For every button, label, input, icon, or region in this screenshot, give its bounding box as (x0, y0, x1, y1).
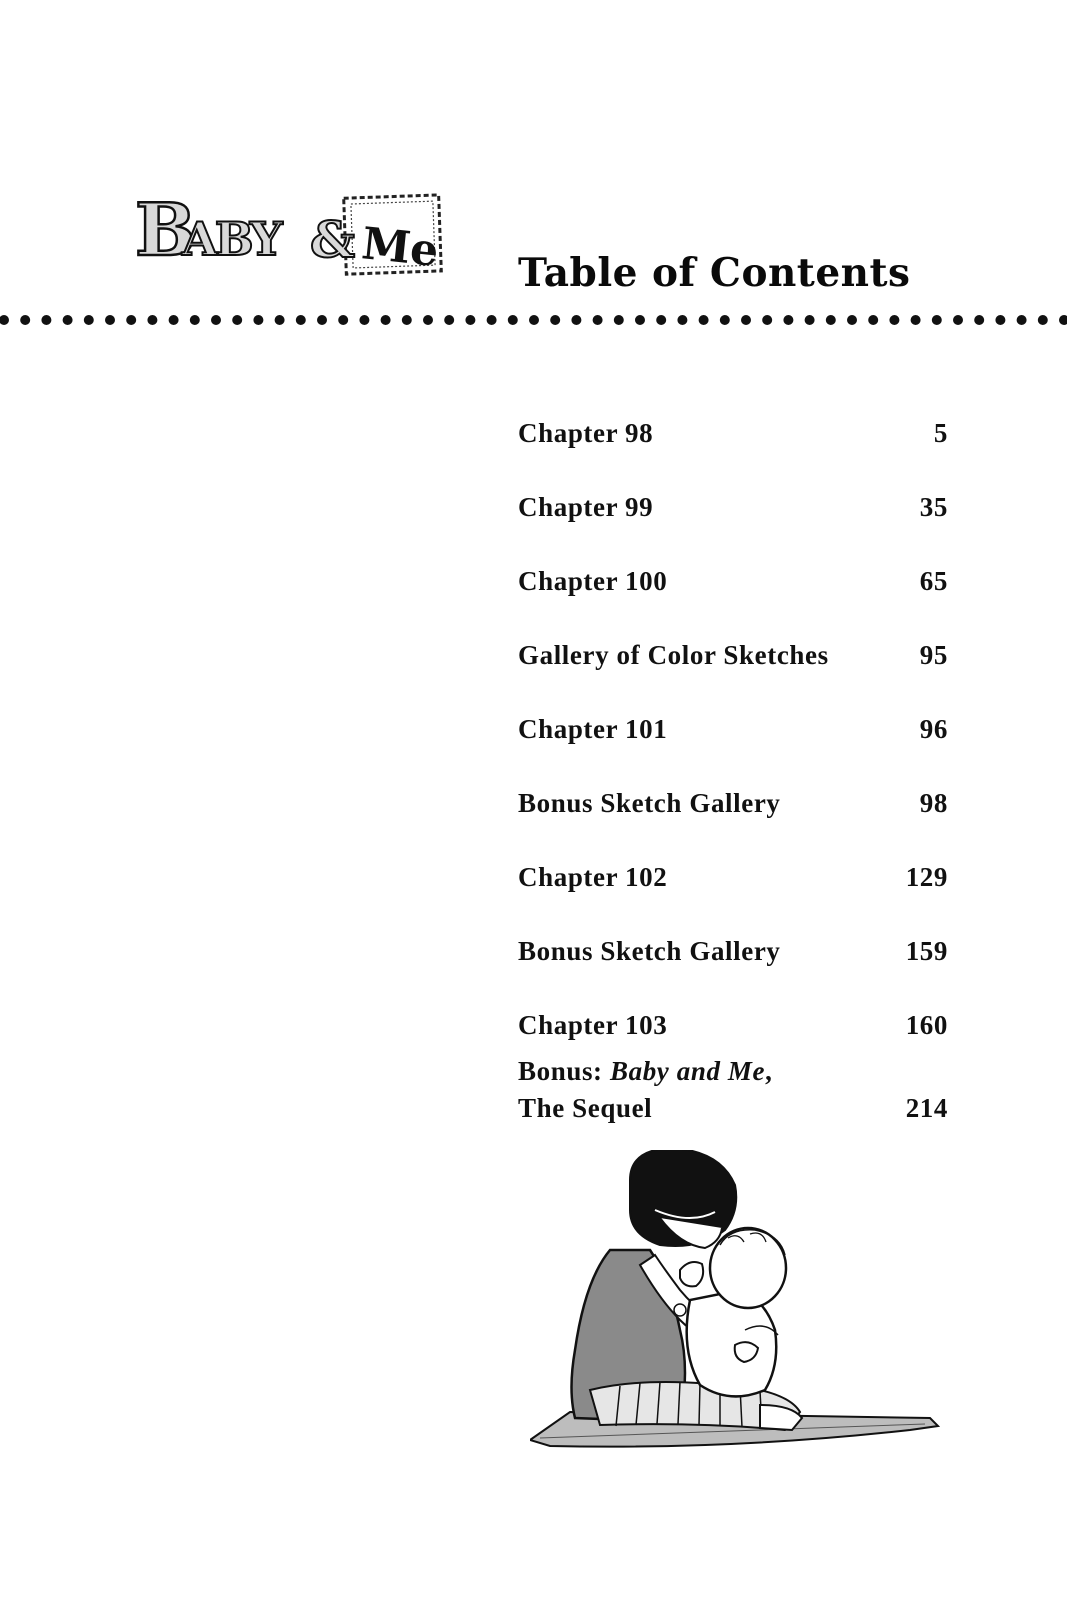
toc-entry-page: 35 (919, 492, 948, 522)
divider-dot (0, 315, 9, 325)
divider-dot (232, 315, 242, 325)
divider-dot (296, 315, 306, 325)
divider-dot (1038, 315, 1048, 325)
toc-entry-page: 95 (919, 640, 948, 670)
toc-entry-page: 65 (919, 566, 948, 596)
toc-entry-gallery-color-sketches[interactable] (518, 597, 948, 671)
divider-dot (41, 315, 51, 325)
toc-entry-bonus-sketch-gallery-2[interactable] (518, 893, 948, 967)
divider-dot (762, 315, 772, 325)
divider-dot (338, 315, 348, 325)
divider-dot (63, 315, 73, 325)
divider-dot (932, 315, 942, 325)
toc-entry-page: 214 (905, 1093, 948, 1123)
divider-dot (190, 315, 200, 325)
toc-entry-page: 129 (905, 862, 948, 892)
dotted-divider (0, 312, 1067, 328)
svg-text:&: & (310, 210, 356, 269)
divider-dot (444, 315, 454, 325)
baby-and-me-logo (130, 185, 460, 295)
divider-dot (783, 315, 793, 325)
toc-entry-chapter-100[interactable] (518, 523, 948, 597)
toc-entry-title: Chapter 99 (518, 492, 654, 522)
divider-dot (169, 315, 179, 325)
toc-entry-page: 159 (905, 936, 948, 966)
divider-dot (995, 315, 1005, 325)
toc-entry-title: Bonus Sketch Gallery (518, 936, 781, 966)
toc-entry-chapter-102[interactable] (518, 819, 948, 893)
divider-dot (571, 315, 581, 325)
divider-dot (868, 315, 878, 325)
divider-dot (275, 315, 285, 325)
divider-dot (147, 315, 157, 325)
divider-dot (911, 315, 921, 325)
divider-dot (656, 315, 666, 325)
divider-dot (381, 315, 391, 325)
toc-entry-title-line2: The Sequel (518, 1093, 653, 1123)
toc-entry-chapter-99[interactable] (518, 449, 948, 523)
bonus-suffix: , (765, 1056, 773, 1086)
boy-hugging-baby-illustration (530, 1150, 960, 1470)
toc-entry-title: Chapter 98 (518, 418, 654, 448)
divider-dot (465, 315, 475, 325)
divider-dot (550, 315, 560, 325)
toc-entry-title: Gallery of Color Sketches (518, 640, 829, 670)
divider-dot (105, 315, 115, 325)
toc-entry-title: Chapter 102 (518, 862, 668, 892)
divider-dot (889, 315, 899, 325)
divider-dot (847, 315, 857, 325)
divider-dot (359, 315, 369, 325)
divider-dot (1059, 315, 1067, 325)
toc-entry-page: 160 (905, 1010, 948, 1040)
bonus-prefix: Bonus: (518, 1056, 610, 1086)
divider-dot (508, 315, 518, 325)
divider-dot (805, 315, 815, 325)
divider-dot (84, 315, 94, 325)
toc-entry-title: Bonus Sketch Gallery (518, 788, 781, 818)
toc-entry-title-line1 (518, 1053, 772, 1090)
bonus-italic-title: Baby and Me (610, 1056, 766, 1086)
divider-dot (126, 315, 136, 325)
divider-dot (1017, 315, 1027, 325)
divider-dot (953, 315, 963, 325)
toc-entry-chapter-103[interactable] (518, 967, 948, 1041)
page-title: Table of Contents (518, 250, 911, 296)
toc-entry-title: Chapter 103 (518, 1010, 668, 1040)
toc-entry-title: Chapter 100 (518, 566, 668, 596)
toc-entry-page: 98 (919, 788, 948, 818)
divider-dot (974, 315, 984, 325)
toc-entry-chapter-98[interactable] (518, 375, 948, 449)
toc-entry-page: 5 (933, 418, 948, 448)
divider-dot (423, 315, 433, 325)
divider-dot (487, 315, 497, 325)
toc-entry-title (518, 1053, 772, 1127)
toc-entry-page: 96 (919, 714, 948, 744)
logo-letter-b: B (135, 187, 196, 272)
svg-text:ABY: ABY (182, 212, 280, 266)
toc-entry-chapter-101[interactable] (518, 671, 948, 745)
toc-entry-bonus-sequel[interactable] (518, 1053, 948, 1127)
divider-dot (741, 315, 751, 325)
divider-dot (635, 315, 645, 325)
divider-dot (614, 315, 624, 325)
toc-list (518, 375, 948, 1127)
toc-entry-bonus-sketch-gallery-1[interactable] (518, 745, 948, 819)
divider-dot (720, 315, 730, 325)
divider-dot (402, 315, 412, 325)
divider-dot (677, 315, 687, 325)
divider-dot (20, 315, 30, 325)
toc-entry-title: Chapter 101 (518, 714, 668, 744)
divider-dot (593, 315, 603, 325)
divider-dot (699, 315, 709, 325)
divider-dot (529, 315, 539, 325)
divider-dot (317, 315, 327, 325)
divider-dot (211, 315, 221, 325)
divider-dot (253, 315, 263, 325)
divider-dot (826, 315, 836, 325)
svg-text:Me: Me (359, 218, 441, 277)
